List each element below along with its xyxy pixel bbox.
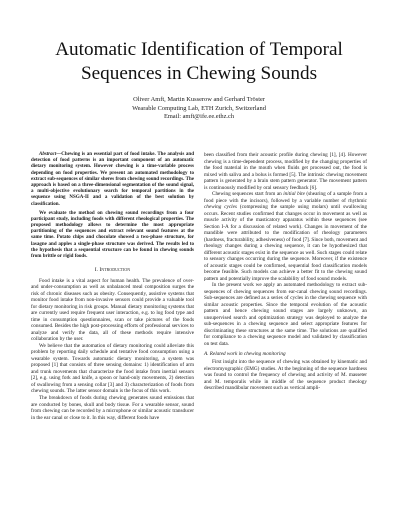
right-column <box>204 152 367 421</box>
section-heading-introduction: I. Introduction <box>94 267 131 274</box>
subsection-heading-related-work: A. Related work in chewing monitoring <box>204 351 286 358</box>
intro-paragraph-3-continued: been classified from their acoustic profile during chewing [1], [4]. However chewing is a time-dependent process, modified by the changing properties of the food material in the mouth when fluids get processed out, the food is mixed with saliva and a bolus is formed [5]. The intrinsic chewing movement pattern is generated by a brain stem pattern generator. The movement pattern is continuously modified by oral sensory feedback [6]. <box>204 152 367 191</box>
term-chewing-cycles: chewing cycles <box>204 204 237 211</box>
abstract-paragraph-1 <box>31 152 194 208</box>
paper-title: Automatic Identification of Temporal Sequences in Chewing Sounds <box>55 39 343 84</box>
abstract <box>31 152 194 260</box>
affiliation: Wearable Computing Lab, ETH Zurich, Switzerland <box>132 104 266 112</box>
abstract-text-1: Chewing is an essential part of food intake. The analysis and detection of food patterns is an important component of an automatic dietary monitoring system. However chewing is a time-variable process depending on food properties. We present an automated methodology to extract sub-sequences of similar sheres from chewing sound recordings. The approach is based on a three-dimensional segmentation of the sound signal, a multi-objective evolutionary search for temporal partitions in the sequence using NSGA-II and a validation of the best solution by classification. <box>31 152 194 207</box>
intro-p4-text-a: Chewing sequences start from an <box>212 191 284 198</box>
two-column-body <box>31 152 367 421</box>
intro-paragraph-3: The breakdown of foods during chewing generates sound emissions that are conducted by bones, skull and body tissue. For a wearable sensor, sound from chewing can be recorded by a microphone or similar acoustic transducer in the ear canal or close to it. In this way, different foods have <box>31 394 194 421</box>
left-column <box>31 152 194 421</box>
abstract-dash: — <box>56 152 62 157</box>
abstract-paragraph-2: We evaluate the method on chewing sound recordings from a four participant study, including foods with different rheological properties. The proposed methodology allows to determine the most appropriate partitioning of the sequences and extract relevant sound features at the same time. Potato chips and chocolate showed a two-phase structure, for lasagne and apples a single-phase structure was derived. The results led to the hypothesis that a sequential structure can be found in chewing sounds from brittle or rigid foods. <box>31 210 194 259</box>
intro-paragraph-4 <box>204 191 367 282</box>
abstract-label: Abstract <box>39 152 57 157</box>
intro-paragraph-1: Food intake is a vital aspect for human health. The prevalence of over- and under-consumption as well as unbalanced meal composition surges the risk of chronic diseases such as obesity. Consequently, assistive systems that monitor food intake from non-invasive sensors could provide a valuable tool for dietary monitoring in risk groups. Manual dietary monitoring systems that are currently used require frequent user interaction, e.g. to log food type and time in consumption questionnaires, scan or take pictures of the foods consumed. Besides the high post-processing efforts of professional services to analyze and verify the data, all of these methods require intensive collaboration by the user. <box>31 277 194 343</box>
intro-p4-text-c: (compressing the sample using molars) until swallowing occurs. Recent studies confirmed that changes occur in movement as well as muscle activity of the masticatory apparatus within these sequences (see Section I-A for a discussion of related work). Changes in movement of the mandible were attributed to the modification of rheology parameters (hardness, fracturability, adhesiveness) of food [7]. Since both, movement and rheology changes during a chewing sequence, it can be hypothesized that different acoustic stages exist in the sequence as well. Such stages could relate to sensory changes occurring during the sequence. Moreover, if the existence of acoustic stages could be confirmed, sequential food classification models become feasible. Such models can achieve a better fit to the chewing sound pattern and potentially improve the scalability of food sound models. <box>204 204 367 282</box>
related-work-paragraph-1: First insight into the sequence of chewing was obtained by kinematic and electromyographic (EMG) studies. At the beginning of the sequence hardness was found to control the frequency of chewing and activity of M. masseter and M. temporalis while in middle of the sequence product rheology described mandibular movement such as vertical ampli- <box>204 358 367 392</box>
author-block <box>31 96 367 122</box>
term-initial-bite: initial bite <box>283 191 305 198</box>
author-names: Oliver Amft, Martin Kusserow and Gerhard Tröster <box>133 96 265 103</box>
intro-p4-text-b: (shearing of a sample from a food piece with the incisors), followed by a variable number of rhythmic <box>204 191 367 204</box>
intro-paragraph-5: In the present work we apply an automated methodology to extract sub-sequences of chewing sequences from ear-canal chewing sound recordings. Sub-sequences are defined as a series of cycles in the chewing sequence with similar acoustic properties. Since the temporal evolution of the acoustic pattern and hence chewing sound stages are largely unknown, an unsupervised search and optimization strategy was deployed to analyze the sub-sequences in a chewing sequence and select appropriate features for discriminating these structures at the same time. The solutions are qualified for compliance to a chewing sequence model and validated by classification on test data. <box>204 282 367 347</box>
intro-paragraph-2: We believe that the automation of dietary monitoring could alleviate this problem by reporting daily schedule and tentative food consumption using a wearable system. Towards automatic dietary monitoring, a system was proposed [1] that consists of three sensing domains: 1) identification of arm and trunk movements that characterize the food intake from inertial sensors [2], e.g. using fork and knife, a spoon or hand-only movements, 2) detection of swallowing from a sensing collar [3] and 3) characterization of foods from chewing sounds. The latter sensor domain is the focus of this work. <box>31 342 194 395</box>
author-email: Email: amft@ife.ee.ethz.ch <box>163 113 235 121</box>
